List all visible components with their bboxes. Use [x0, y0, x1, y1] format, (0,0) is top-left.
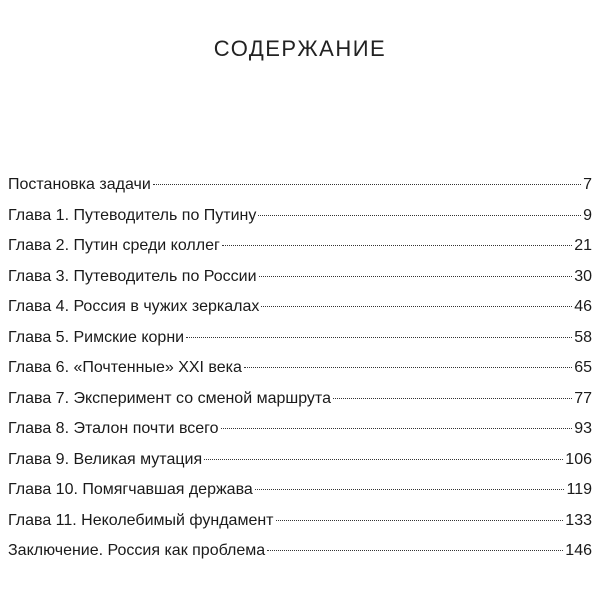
toc-entry-page-number: 65: [574, 359, 592, 376]
toc-entry: [8, 475, 592, 506]
toc-entry-title: Заключение. Россия как проблема: [8, 542, 266, 559]
dot-leader: [259, 276, 573, 277]
dot-leader: [276, 520, 564, 521]
toc-entry-title: Глава 7. Эксперимент со сменой маршрута: [8, 389, 331, 407]
dot-leader: [267, 550, 563, 551]
toc-entry: [8, 292, 592, 323]
toc-entry-title: Глава 11. Неколебимый фундамент: [8, 511, 274, 529]
toc-entry-page-number: 30: [574, 267, 592, 285]
toc-entry-title: Глава 10. Помягчавшая держава: [8, 481, 253, 498]
dot-leader: [221, 428, 573, 429]
toc-entry-title: Глава 1. Путеводитель по Путину: [8, 206, 257, 224]
toc-entry-page-number: 146: [565, 542, 592, 559]
toc-entry-page-number: 77: [574, 389, 592, 407]
toc-entry: [8, 323, 592, 354]
toc-entry-page-number: 21: [574, 237, 592, 254]
toc-entry-page-number: 7: [583, 176, 592, 193]
toc-entry: [8, 506, 592, 537]
toc-entry-page-number: 58: [574, 328, 592, 346]
table-of-contents: [8, 170, 592, 567]
toc-entry-page-number: 46: [574, 298, 592, 315]
toc-entry-page-number: 133: [565, 511, 592, 529]
toc-entry-title: Постановка задачи: [8, 176, 151, 193]
dot-leader: [261, 306, 572, 307]
dot-leader: [258, 215, 581, 216]
toc-entry: [8, 414, 592, 445]
toc-entry-page-number: 93: [574, 420, 592, 437]
dot-leader: [153, 184, 581, 185]
toc-entry-title: Глава 9. Великая мутация: [8, 450, 203, 468]
toc-entry: [8, 536, 592, 567]
dot-leader: [333, 398, 572, 399]
dot-leader: [186, 337, 572, 338]
toc-entry: [8, 384, 592, 415]
toc-entry-page-number: 9: [583, 206, 592, 224]
page-title: СОДЕРЖАНИЕ: [213, 36, 387, 61]
toc-entry: [8, 445, 592, 476]
toc-entry: [8, 201, 592, 232]
toc-entry: [8, 231, 592, 262]
toc-entry-title: Глава 6. «Почтенные» XXI века: [8, 359, 242, 376]
dot-leader: [255, 489, 565, 490]
toc-entry-title: Глава 4. Россия в чужих зеркалах: [8, 298, 260, 315]
dot-leader: [204, 459, 563, 460]
dot-leader: [244, 367, 572, 368]
toc-entry: [8, 262, 592, 293]
toc-entry-page-number: 119: [566, 481, 592, 498]
dot-leader: [222, 245, 572, 246]
toc-entry: [8, 353, 592, 384]
toc-entry-title: Глава 8. Эталон почти всего: [8, 420, 219, 437]
toc-entry-page-number: 106: [565, 450, 592, 468]
toc-entry-title: Глава 5. Римские корни: [8, 328, 185, 346]
toc-entry-title: Глава 2. Путин среди коллег: [8, 237, 220, 254]
toc-entry: [8, 170, 592, 201]
toc-entry-title: Глава 3. Путеводитель по России: [8, 267, 257, 285]
